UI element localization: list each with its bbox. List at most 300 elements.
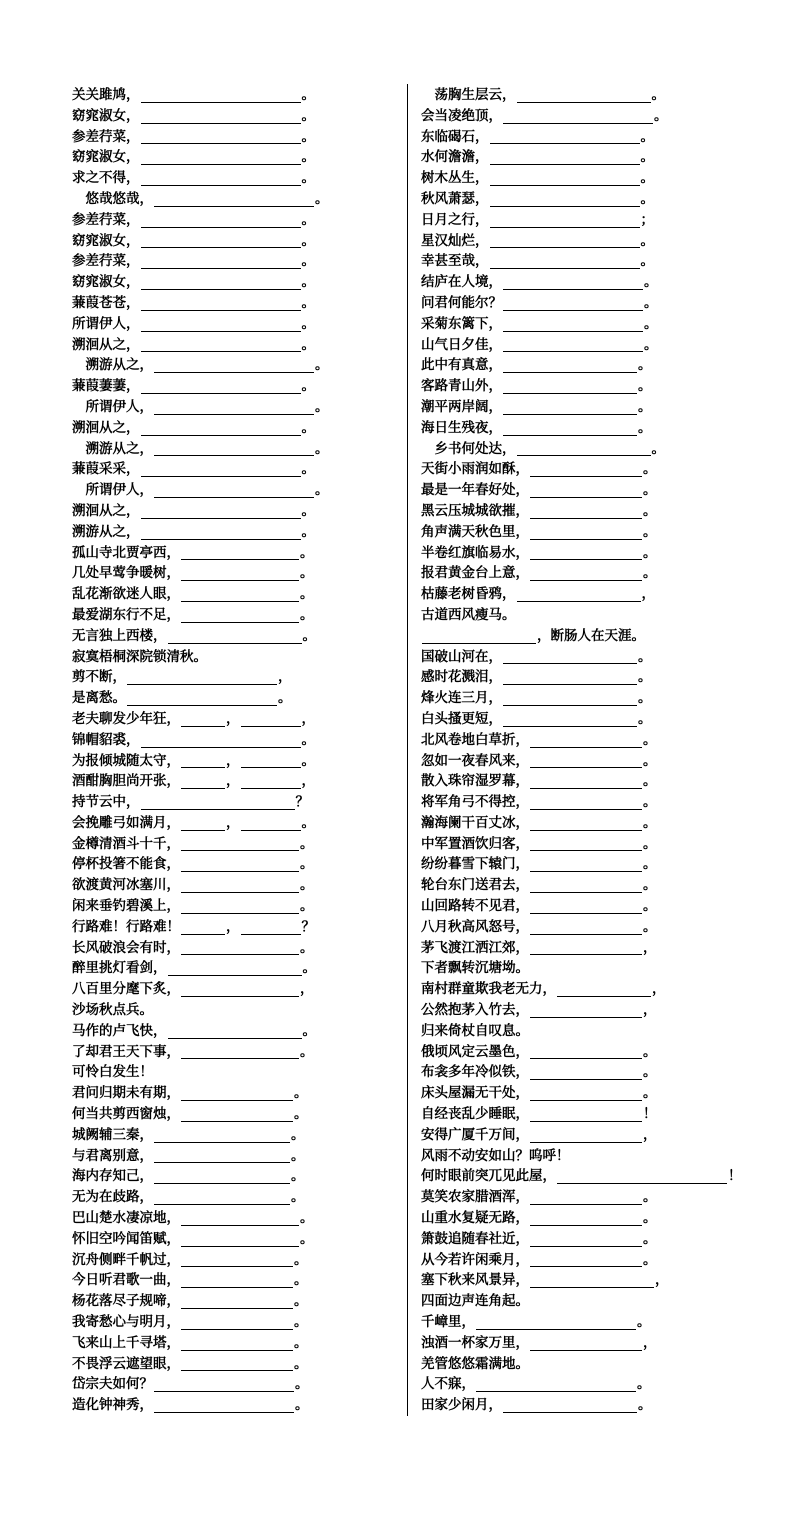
poem-line bbox=[72, 376, 402, 397]
line-text: 最爱湖东行不足， bbox=[72, 606, 180, 623]
fill-in-blank[interactable] bbox=[181, 753, 225, 768]
punctuation: 。 bbox=[278, 690, 292, 707]
poem-line bbox=[72, 938, 402, 959]
line-text: 山气日夕佳， bbox=[421, 336, 502, 353]
line-text: 无为在歧路， bbox=[72, 1189, 153, 1206]
line-text: 轮台东门送君去， bbox=[421, 877, 529, 894]
poem-line bbox=[421, 1229, 751, 1250]
fill-in-blank[interactable] bbox=[503, 712, 637, 727]
punctuation: 。 bbox=[638, 419, 652, 436]
line-text: 海内存知己， bbox=[72, 1168, 153, 1185]
line-text: 乡书何处达， bbox=[421, 440, 516, 457]
poem-line bbox=[421, 1062, 751, 1083]
fill-in-blank[interactable] bbox=[530, 920, 642, 935]
line-text: 公然抱茅入竹去， bbox=[421, 1002, 529, 1019]
line-text: 风雨不动安如山？呜呼！ bbox=[421, 1147, 570, 1164]
line-text: 东临碣石， bbox=[421, 128, 489, 145]
poem-line bbox=[72, 563, 402, 584]
fill-in-blank[interactable] bbox=[141, 733, 301, 748]
fill-in-blank[interactable] bbox=[181, 1315, 293, 1330]
punctuation: 。 bbox=[643, 502, 657, 519]
fill-in-blank[interactable] bbox=[241, 753, 301, 768]
line-text: 秋风萧瑟， bbox=[421, 190, 489, 207]
poem-line bbox=[421, 168, 751, 189]
poem-line bbox=[421, 875, 751, 896]
fill-in-blank[interactable] bbox=[181, 982, 299, 997]
line-text: 北风卷地白草折， bbox=[421, 731, 529, 748]
punctuation: 。 bbox=[654, 107, 668, 124]
fill-in-blank[interactable] bbox=[503, 1398, 637, 1413]
fill-in-blank[interactable] bbox=[181, 1336, 293, 1351]
poem-line bbox=[421, 1104, 751, 1125]
poem-line bbox=[72, 418, 402, 439]
punctuation: ， bbox=[300, 981, 314, 998]
fill-in-blank[interactable] bbox=[181, 545, 299, 560]
line-text: 四面边声连角起。 bbox=[421, 1293, 529, 1310]
fill-in-blank[interactable] bbox=[503, 358, 637, 373]
line-text: 飞来山上千寻塔， bbox=[72, 1334, 180, 1351]
poem-line bbox=[72, 522, 402, 543]
punctuation: 。 bbox=[644, 274, 658, 291]
fill-in-blank[interactable] bbox=[154, 441, 314, 456]
fill-in-blank[interactable] bbox=[530, 836, 642, 851]
line-text: 荡胸生层云， bbox=[421, 87, 516, 103]
line-text: 水何澹澹， bbox=[421, 149, 489, 166]
fill-in-blank[interactable] bbox=[141, 254, 301, 269]
fill-in-blank[interactable] bbox=[181, 1356, 293, 1371]
punctuation: 。 bbox=[300, 856, 314, 873]
poem-line bbox=[421, 106, 751, 127]
punctuation: 。 bbox=[294, 1293, 308, 1310]
poem-line bbox=[72, 1021, 402, 1042]
poem-line bbox=[72, 1000, 402, 1021]
line-text: 人不寐， bbox=[421, 1376, 475, 1393]
fill-in-blank[interactable] bbox=[181, 587, 299, 602]
fill-in-blank[interactable] bbox=[168, 961, 302, 976]
fill-in-blank[interactable] bbox=[181, 1273, 293, 1288]
line-text: 烽火连三月， bbox=[421, 690, 502, 707]
line-text: 山重水复疑无路， bbox=[421, 1210, 529, 1227]
punctuation: 。 bbox=[643, 773, 657, 790]
line-text: 潮平两岸阔， bbox=[421, 398, 502, 415]
fill-in-blank[interactable] bbox=[490, 129, 640, 144]
line-text: 锦帽貂裘， bbox=[72, 731, 140, 748]
fill-in-blank[interactable] bbox=[530, 940, 642, 955]
fill-in-blank[interactable] bbox=[181, 920, 225, 935]
fill-in-blank[interactable] bbox=[530, 504, 642, 519]
punctuation: 。 bbox=[644, 336, 658, 353]
fill-in-blank[interactable] bbox=[181, 1232, 299, 1247]
punctuation: 。 bbox=[638, 710, 652, 727]
line-text: 日月之行， bbox=[421, 211, 489, 228]
fill-in-blank[interactable] bbox=[530, 733, 642, 748]
fill-in-blank[interactable] bbox=[141, 88, 301, 103]
poem-line bbox=[421, 958, 751, 979]
fill-in-blank[interactable] bbox=[168, 629, 302, 644]
line-text: 窈窕淑女， bbox=[72, 149, 140, 166]
poem-line bbox=[72, 584, 402, 605]
fill-in-blank[interactable] bbox=[141, 504, 301, 519]
poem-line bbox=[421, 397, 751, 418]
poem-line bbox=[72, 792, 402, 813]
fill-in-blank[interactable] bbox=[141, 213, 301, 228]
line-text: 结庐在人境， bbox=[421, 274, 502, 291]
fill-in-blank[interactable] bbox=[490, 213, 640, 228]
fill-in-blank[interactable] bbox=[141, 150, 301, 165]
fill-in-blank[interactable] bbox=[141, 795, 295, 810]
punctuation: 。 bbox=[643, 565, 657, 582]
line-text: 今日听君歌一曲， bbox=[72, 1272, 180, 1289]
poem-line bbox=[421, 792, 751, 813]
poem-line bbox=[72, 293, 402, 314]
fill-in-blank[interactable] bbox=[154, 1398, 294, 1413]
fill-in-blank[interactable] bbox=[490, 254, 640, 269]
poem-line bbox=[72, 709, 402, 730]
line-text: 田家少闲月， bbox=[421, 1397, 502, 1414]
poem-line bbox=[421, 709, 751, 730]
fill-in-blank[interactable] bbox=[530, 1190, 642, 1205]
fill-in-blank[interactable] bbox=[530, 816, 642, 831]
poem-line bbox=[421, 1312, 751, 1333]
line-text: 自经丧乱少睡眠， bbox=[421, 1106, 529, 1123]
fill-in-blank[interactable] bbox=[181, 836, 299, 851]
fill-in-blank[interactable] bbox=[422, 629, 536, 644]
poem-line bbox=[72, 1042, 402, 1063]
poem-line bbox=[72, 1395, 402, 1416]
fill-in-blank[interactable] bbox=[181, 566, 299, 581]
poem-line bbox=[72, 730, 402, 751]
fill-in-blank[interactable] bbox=[181, 878, 299, 893]
fill-in-blank[interactable] bbox=[154, 483, 314, 498]
poem-line bbox=[72, 439, 402, 460]
poem-line bbox=[72, 397, 402, 418]
fill-in-blank[interactable] bbox=[141, 421, 301, 436]
punctuation: 。 bbox=[301, 149, 315, 166]
fill-in-blank[interactable] bbox=[141, 275, 301, 290]
fill-in-blank[interactable] bbox=[141, 337, 301, 352]
poem-line bbox=[421, 1333, 751, 1354]
fill-in-blank[interactable] bbox=[154, 1148, 290, 1163]
fill-in-blank[interactable] bbox=[181, 1044, 299, 1059]
fill-in-blank[interactable] bbox=[517, 587, 641, 602]
fill-in-blank[interactable] bbox=[530, 566, 642, 581]
line-text: 乱花渐欲迷人眼， bbox=[72, 586, 180, 603]
fill-in-blank[interactable] bbox=[530, 1232, 642, 1247]
fill-in-blank[interactable] bbox=[181, 1252, 293, 1267]
fill-in-blank[interactable] bbox=[181, 816, 225, 831]
fill-in-blank[interactable] bbox=[530, 774, 642, 789]
line-text: 树木丛生， bbox=[421, 170, 489, 187]
punctuation: 。 bbox=[300, 606, 314, 623]
line-text: 山回路转不见君， bbox=[421, 898, 529, 915]
line-text: 所谓伊人， bbox=[72, 482, 153, 499]
fill-in-blank[interactable] bbox=[490, 192, 640, 207]
fill-in-blank[interactable] bbox=[154, 1377, 294, 1392]
poem-line bbox=[421, 834, 751, 855]
fill-in-blank[interactable] bbox=[517, 88, 651, 103]
poem-line bbox=[421, 480, 751, 501]
fill-in-blank[interactable] bbox=[503, 109, 653, 124]
fill-in-blank[interactable] bbox=[181, 899, 299, 914]
punctuation: 。 bbox=[301, 253, 315, 270]
fill-in-blank[interactable] bbox=[141, 462, 301, 477]
poem-line bbox=[421, 189, 751, 210]
fill-in-blank[interactable] bbox=[503, 421, 637, 436]
fill-in-blank[interactable] bbox=[530, 462, 642, 477]
fill-in-blank[interactable] bbox=[490, 233, 640, 248]
punctuation: 。 bbox=[637, 1376, 651, 1393]
fill-in-blank[interactable] bbox=[530, 878, 642, 893]
punctuation: 。 bbox=[643, 794, 657, 811]
punctuation: 。 bbox=[644, 315, 658, 332]
poem-line bbox=[72, 1312, 402, 1333]
fill-in-blank[interactable] bbox=[503, 670, 637, 685]
fill-in-blank[interactable] bbox=[154, 1169, 290, 1184]
line-text: 纷纷暮雪下辕门， bbox=[421, 856, 529, 873]
line-text: 布衾多年冷似铁， bbox=[421, 1064, 529, 1081]
punctuation: 。 bbox=[638, 398, 652, 415]
punctuation: ， bbox=[278, 669, 292, 686]
punctuation: 。 bbox=[301, 128, 315, 145]
fill-in-blank[interactable] bbox=[141, 525, 301, 540]
punctuation: 。 bbox=[644, 294, 658, 311]
line-text: 行路难！行路难！ bbox=[72, 918, 180, 935]
fill-in-blank[interactable] bbox=[141, 233, 301, 248]
fill-in-blank[interactable] bbox=[154, 1128, 290, 1143]
punctuation: 。 bbox=[640, 232, 654, 249]
poem-line bbox=[72, 314, 402, 335]
line-text: 南村群童欺我老无力， bbox=[421, 981, 556, 998]
punctuation: ， bbox=[226, 918, 240, 935]
punctuation: 。 bbox=[643, 918, 657, 935]
fill-in-blank[interactable] bbox=[127, 670, 277, 685]
fill-in-blank[interactable] bbox=[530, 1273, 654, 1288]
line-text: 窈窕淑女， bbox=[72, 107, 140, 124]
line-text: 蒹葭苍苍， bbox=[72, 294, 140, 311]
fill-in-blank[interactable] bbox=[530, 1086, 642, 1101]
line-text: 马作的卢飞快， bbox=[72, 1022, 167, 1039]
fill-in-blank[interactable] bbox=[490, 150, 640, 165]
line-text: 千嶂里， bbox=[421, 1314, 475, 1331]
fill-in-blank[interactable] bbox=[181, 1211, 299, 1226]
poem-line bbox=[421, 1395, 751, 1416]
fill-in-blank[interactable] bbox=[530, 1107, 642, 1122]
column-divider bbox=[407, 84, 408, 1416]
line-text: 会当凌绝顶， bbox=[421, 107, 502, 124]
line-text: 造化钟神秀， bbox=[72, 1397, 153, 1414]
line-text: 古道西风瘦马。 bbox=[421, 606, 516, 623]
punctuation: 。 bbox=[300, 877, 314, 894]
punctuation: ！ bbox=[728, 1168, 742, 1185]
punctuation: 。 bbox=[294, 1106, 308, 1123]
fill-in-blank[interactable] bbox=[181, 940, 299, 955]
fill-in-blank[interactable] bbox=[557, 1169, 727, 1184]
fill-in-blank[interactable] bbox=[181, 857, 299, 872]
fill-in-blank[interactable] bbox=[141, 379, 301, 394]
fill-in-blank[interactable] bbox=[476, 1377, 636, 1392]
fill-in-blank[interactable] bbox=[141, 317, 301, 332]
fill-in-blank[interactable] bbox=[181, 1294, 293, 1309]
fill-in-blank[interactable] bbox=[476, 1315, 636, 1330]
fill-in-blank[interactable] bbox=[503, 296, 643, 311]
fill-in-blank[interactable] bbox=[141, 296, 301, 311]
punctuation: 。 bbox=[643, 1064, 657, 1081]
fill-in-blank[interactable] bbox=[557, 982, 651, 997]
poem-line bbox=[421, 335, 751, 356]
line-text: 茅飞渡江洒江郊， bbox=[421, 939, 529, 956]
line-text: 参差荇菜， bbox=[72, 128, 140, 145]
line-text: 安得广厦千万间， bbox=[421, 1126, 529, 1143]
fill-in-blank[interactable] bbox=[154, 400, 314, 415]
fill-in-blank[interactable] bbox=[181, 712, 225, 727]
line-text: 溯洄从之， bbox=[72, 502, 140, 519]
poem-line bbox=[72, 917, 402, 938]
fill-in-blank[interactable] bbox=[168, 1024, 302, 1039]
punctuation: 。 bbox=[301, 419, 315, 436]
poem-line bbox=[72, 854, 402, 875]
fill-in-blank[interactable] bbox=[530, 857, 642, 872]
fill-in-blank[interactable] bbox=[503, 337, 643, 352]
fill-in-blank[interactable] bbox=[490, 171, 640, 186]
poem-line bbox=[421, 231, 751, 252]
poem-line bbox=[421, 563, 751, 584]
line-text: 老夫聊发少年狂， bbox=[72, 710, 180, 727]
fill-in-blank[interactable] bbox=[517, 441, 651, 456]
line-text: 求之不得， bbox=[72, 170, 140, 187]
punctuation: 。 bbox=[294, 1355, 308, 1372]
fill-in-blank[interactable] bbox=[154, 358, 314, 373]
fill-in-blank[interactable] bbox=[241, 920, 301, 935]
fill-in-blank[interactable] bbox=[530, 1211, 642, 1226]
punctuation: 。 bbox=[643, 482, 657, 499]
line-text: 是离愁。 bbox=[72, 690, 126, 707]
punctuation: 。 bbox=[637, 1314, 651, 1331]
poem-line bbox=[421, 813, 751, 834]
punctuation: ， bbox=[301, 710, 315, 727]
line-text: 最是一年春好处， bbox=[421, 482, 529, 499]
line-text: 悠哉悠哉， bbox=[72, 190, 153, 207]
punctuation: 。 bbox=[301, 211, 315, 228]
punctuation: 。 bbox=[295, 1397, 309, 1414]
fill-in-blank[interactable] bbox=[141, 171, 301, 186]
poem-line bbox=[72, 1083, 402, 1104]
line-text: 瀚海阑干百丈冰， bbox=[421, 814, 529, 831]
fill-in-blank[interactable] bbox=[530, 1252, 642, 1267]
poem-line bbox=[72, 1187, 402, 1208]
fill-in-blank[interactable] bbox=[530, 1336, 642, 1351]
punctuation: 。 bbox=[643, 461, 657, 478]
fill-in-blank[interactable] bbox=[530, 525, 642, 540]
line-text: 了却君王天下事， bbox=[72, 1043, 180, 1060]
punctuation: 。 bbox=[300, 835, 314, 852]
punctuation: 。 bbox=[301, 752, 315, 769]
poem-line bbox=[421, 418, 751, 439]
line-text: 会挽雕弓如满月， bbox=[72, 814, 180, 831]
line-text: 沙场秋点兵。 bbox=[72, 1002, 153, 1019]
punctuation: 。 bbox=[291, 1147, 305, 1164]
fill-in-blank[interactable] bbox=[503, 400, 637, 415]
punctuation: ， bbox=[641, 586, 655, 603]
fill-in-blank[interactable] bbox=[181, 1107, 293, 1122]
line-text: 海日生残夜， bbox=[421, 419, 502, 436]
fill-in-blank[interactable] bbox=[530, 899, 642, 914]
fill-in-blank[interactable] bbox=[530, 1065, 642, 1080]
poem-line bbox=[421, 771, 751, 792]
fill-in-blank[interactable] bbox=[530, 483, 642, 498]
fill-in-blank[interactable] bbox=[154, 192, 314, 207]
punctuation: 。 bbox=[294, 1251, 308, 1268]
punctuation: ； bbox=[640, 211, 654, 228]
line-text: 溯洄从之， bbox=[72, 419, 140, 436]
fill-in-blank[interactable] bbox=[241, 774, 301, 789]
fill-in-blank[interactable] bbox=[530, 753, 642, 768]
fill-in-blank[interactable] bbox=[181, 1086, 293, 1101]
fill-in-blank[interactable] bbox=[530, 795, 642, 810]
poem-line bbox=[421, 522, 751, 543]
poem-line bbox=[421, 314, 751, 335]
fill-in-blank[interactable] bbox=[530, 545, 642, 560]
line-text: 半卷红旗临易水， bbox=[421, 544, 529, 561]
fill-in-blank[interactable] bbox=[241, 816, 301, 831]
fill-in-blank[interactable] bbox=[503, 317, 643, 332]
fill-in-blank[interactable] bbox=[503, 691, 637, 706]
poem-line bbox=[72, 127, 402, 148]
poem-line bbox=[72, 1062, 402, 1083]
poem-line bbox=[421, 730, 751, 751]
line-text: 长风破浪会有时， bbox=[72, 939, 180, 956]
fill-in-blank[interactable] bbox=[503, 275, 643, 290]
line-text: 可怜白发生！ bbox=[72, 1064, 153, 1081]
fill-in-blank[interactable] bbox=[503, 649, 637, 664]
line-text: ，断肠人在天涯。 bbox=[537, 627, 645, 644]
fill-in-blank[interactable] bbox=[141, 109, 301, 124]
fill-in-blank[interactable] bbox=[503, 379, 637, 394]
line-text: 闲来垂钓碧溪上， bbox=[72, 898, 180, 915]
poem-line bbox=[421, 667, 751, 688]
fill-in-blank[interactable] bbox=[181, 774, 225, 789]
fill-in-blank[interactable] bbox=[154, 1190, 290, 1205]
line-text: 参差荇菜， bbox=[72, 253, 140, 270]
line-text: 中军置酒饮归客， bbox=[421, 835, 529, 852]
line-text: 床头屋漏无干处， bbox=[421, 1085, 529, 1102]
poem-line bbox=[72, 605, 402, 626]
punctuation: 。 bbox=[295, 1376, 309, 1393]
poem-line bbox=[421, 1000, 751, 1021]
poem-line bbox=[421, 459, 751, 480]
line-text: 蒹葭萋萋， bbox=[72, 378, 140, 395]
poem-line bbox=[421, 251, 751, 272]
punctuation: 。 bbox=[301, 461, 315, 478]
fill-in-blank[interactable] bbox=[141, 129, 301, 144]
line-text: 无言独上西楼， bbox=[72, 627, 167, 644]
line-text: 巴山楚水凄凉地， bbox=[72, 1210, 180, 1227]
poem-line bbox=[72, 335, 402, 356]
line-text: 塞下秋来风景异， bbox=[421, 1272, 529, 1289]
punctuation: 。 bbox=[643, 731, 657, 748]
fill-in-blank[interactable] bbox=[530, 1003, 642, 1018]
punctuation: 。 bbox=[291, 1189, 305, 1206]
fill-in-blank[interactable] bbox=[530, 1128, 642, 1143]
line-text: 星汉灿烂， bbox=[421, 232, 489, 249]
fill-in-blank[interactable] bbox=[127, 691, 277, 706]
fill-in-blank[interactable] bbox=[241, 712, 301, 727]
punctuation: 。 bbox=[301, 814, 315, 831]
punctuation: 。 bbox=[291, 1168, 305, 1185]
poem-line bbox=[421, 210, 751, 231]
fill-in-blank[interactable] bbox=[530, 1044, 642, 1059]
fill-in-blank[interactable] bbox=[181, 608, 299, 623]
line-text: 酒酣胸胆尚开张， bbox=[72, 773, 180, 790]
